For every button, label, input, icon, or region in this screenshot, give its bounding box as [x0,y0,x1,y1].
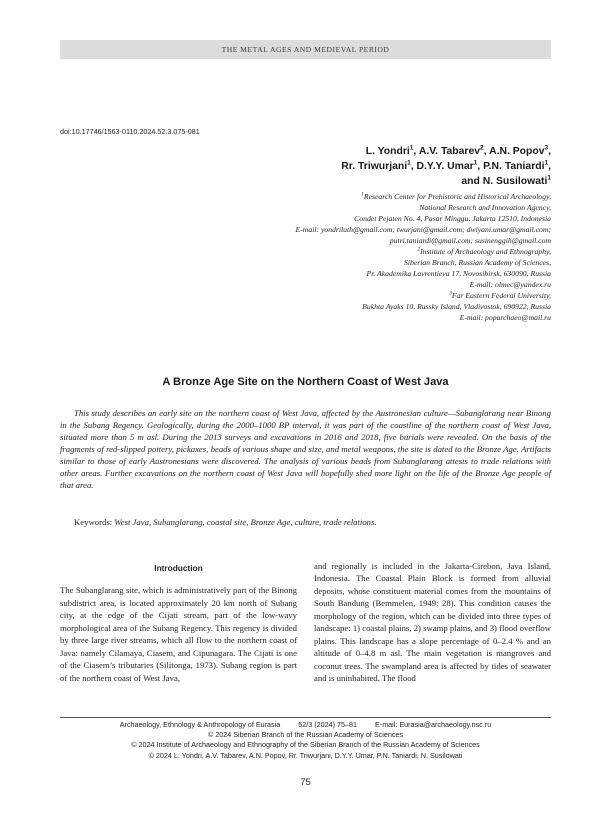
keywords-list: West Java, Subanglarang, coastal site, Bronze Age, culture, trade relations. [114,517,377,527]
body-column-left [60,560,297,684]
keywords-label: Keywords: [74,517,113,527]
affiliation-marker: 1 [473,159,478,167]
keywords [74,517,551,527]
author-name: A.V. Tabarev [418,146,481,157]
author-line-2: Rr. Triwurjani$^1$, D.Y.Y. Umar$^1$, P.N. Taniardi$^1$, [341,159,551,172]
affiliation-email[interactable]: E-mail: olmec@yandex.ru [469,280,551,289]
affiliation-text: Research Center for Prehistoric and Historical Archaeology, [363,192,551,201]
doi-line[interactable]: doi:10.17746/1563-0110.2024.52.3.075-081 [60,127,200,136]
affiliations [121,191,551,323]
affiliation-text: Far Eastern Federal University, [451,291,551,300]
page-number: 75 [300,777,311,788]
journal-line [60,720,551,730]
author-name: L. Yondri [365,146,410,157]
affiliation-line: Siberian Branch, Russian Academy of Sciences, [404,258,551,267]
affiliation-marker: 3 [544,144,549,152]
section-banner [60,40,551,59]
affiliation-line [121,290,551,301]
author-name: A.N. Popov [489,146,545,157]
article-title: A Bronze Age Site on the Northern Coast of West Java [162,376,449,388]
affiliation-marker: 1 [407,159,411,167]
footer [60,720,551,761]
journal-email[interactable]: E-mail: Eurasia@archaeology.nsc.ru [375,720,492,729]
affiliation-text: Institute of Archaeology and Ethnography, [420,247,551,256]
section-title: THE METAL AGES AND MEDIEVAL PERIOD [221,45,390,54]
affiliation-email[interactable]: E-mail: poparchaeo@mail.ru [459,313,551,322]
affiliation-email[interactable]: putri.taniardi@gmail.com; susinenggih@gmail.com [389,236,551,245]
affiliation-marker: 1 [409,144,414,152]
body-paragraph: The Subanglarang site, which is administratively part of the Binong subdistrict area, is located approximately 20 km north of Subang city, at the edge of the Cijati stream, part of the low-wavy morphological area of the Subang Regency. This regency is divided by three large river streams, which all flow to the northern coast of Java: namely Cilamaya, Ciasem, and Cipunagara. The Cijati is one of the Ciasem’s tributaries (Silitonga, 1973). Subang region is part of the northern coast of West Java, [60,585,297,683]
affiliation-line: Pr. Akademika Lavrentieva 17, Novosibirsk, 630090, Russia [366,269,551,278]
section-heading: Introduction [154,563,203,573]
affiliation-email[interactable]: E-mail: yondriluth@gmail.com; twurjani@gmail.com; dwiyani.umar@gmail.com; [295,225,551,234]
author-name: Rr. Triwurjani [341,161,408,172]
author-name: and N. Susilowati [461,176,548,187]
copyright-line: © 2024 L. Yondri, A.V. Tabarev, A.N. Popov, Rr. Triwurjani, D.Y.Y. Umar, P.N. Taniardi, N. Susilowati [148,750,463,760]
body-column-right [314,560,551,685]
copyright-line: © 2024 Institute of Archaeology and Ethnography of the Siberian Branch of the Russian Academy of Sciences [131,740,480,750]
author-name: P.N. Taniardi [483,161,545,172]
affiliation-marker: 3 [449,290,452,297]
body-paragraph: and regionally is included in the Jakarta-Cirebon, Java Island, Indonesia. The Coastal Plain Block is formed from alluvial deposits, whose constituent material comes from the mountains of South Bandung (Bemmelen, 1949: 28). This condition causes the morphology of the region, which can be divided into three types of landscape: 1) coastal plains, 2) swamp plains, and 3) flood overflow plains. This landscape has a slope percentage of 0–2.4 % and an altitude of 0–4.8 m asl. The main vegetation is mangroves and coconut trees. The swampland area is affected by tides of seawater and is uninhabited. The flood [314,561,551,684]
affiliation-marker: 1 [361,191,364,198]
author-list [221,144,551,189]
affiliation-marker: 1 [547,174,551,182]
affiliation-line [121,191,551,202]
affiliation-marker: 2 [417,246,421,253]
journal-issue: 52/3 (2024) 75–81 [298,720,357,729]
author-name: D.Y.Y. Umar [416,161,474,172]
affiliation-line [121,246,551,257]
abstract: This study describes an early site on the northern coast of West Java, affected by the Austronesian culture—Subanglarang near Binong in the Subang Regency. Geologically, during the 2000–1000 BP interval, it was part of the coastline of the northern coast of West Java, situated more than 5 m asl. During the 2013 surveys and excavations in 2016 and 2018, five burials were revealed. On the basis of the fragments of red-slipped pottery, pickaxes, beads of various shape and size, and metal weapons, the site is dated to the Bronze Age. Artifacts similar to those of early Austronesians were discovered. The analysis of various beads from Subanglarang attests to trade relations with other areas. Further excavations on the northern coast of West Java will hopefully shed more light on the life of the Bronze Age people of that area. [60,408,551,490]
affiliation-line: Condet Pejaten No. 4, Pasar Minggu, Jakarta 12510, Indonesia [354,214,551,223]
affiliation-line: Bukhta Ayaks 10, Russky Island, Vladivostok, 690922, Russia [362,302,551,311]
journal-name: Archaeology, Ethnology & Anthropology of Eurasia [119,720,281,729]
author-line-3 [221,174,551,189]
affiliation-line: National Research and Innovation Agency, [419,203,551,212]
affiliation-marker: 2 [480,144,484,152]
author-line-1: L. Yondri$^1$, A.V. Tabarev$^2$, A.N. Popov$^3$, [365,144,551,157]
affiliation-marker: 1 [544,159,549,167]
copyright-line: © 2024 Siberian Branch of the Russian Academy of Sciences [207,730,404,740]
footer-divider [60,717,551,718]
